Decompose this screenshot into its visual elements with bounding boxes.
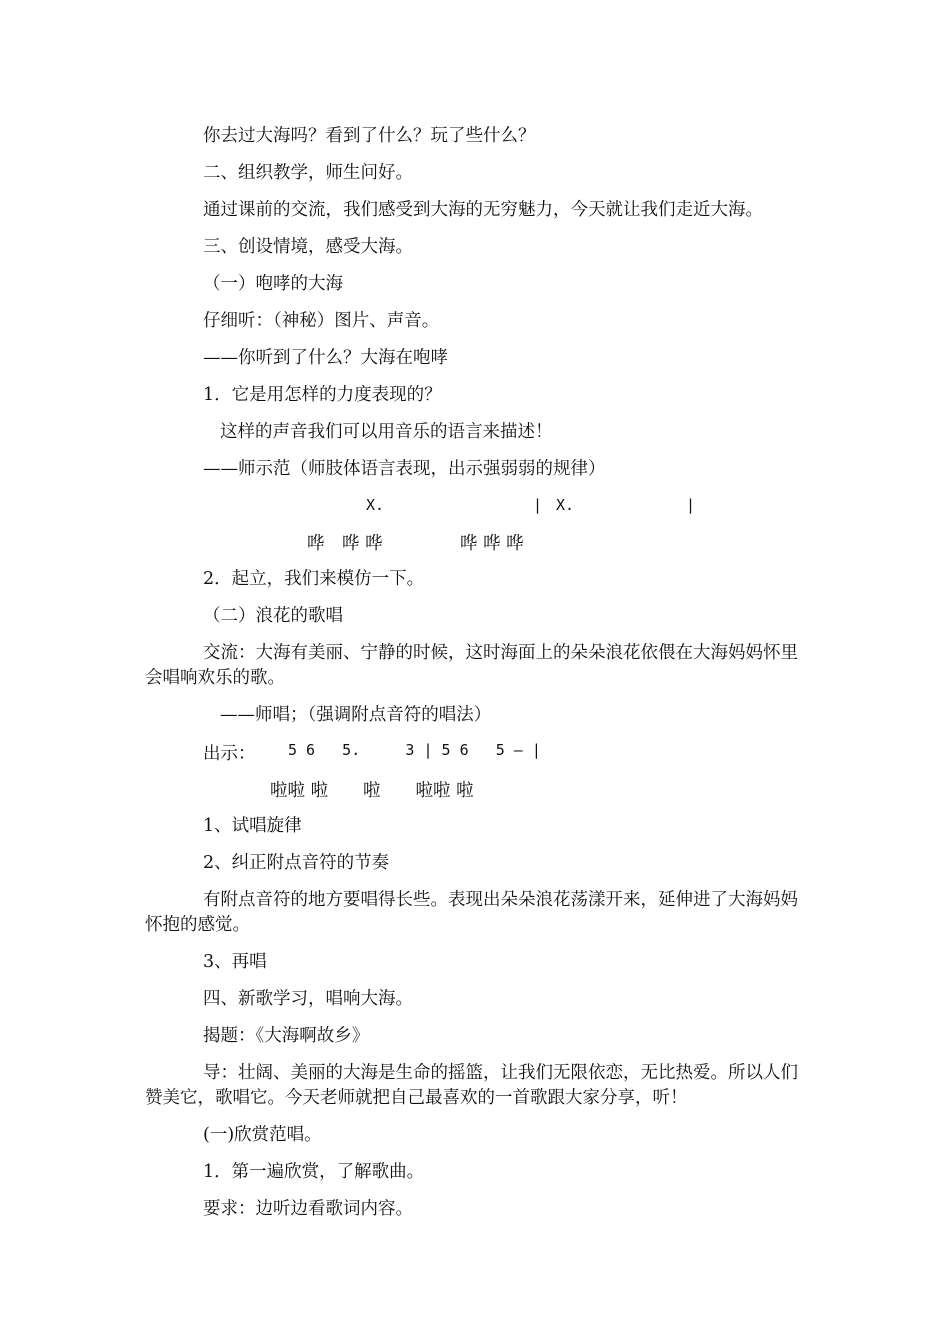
rhythm-note: X. bbox=[556, 496, 575, 514]
subsection-heading: （一）咆哮的大海 bbox=[203, 274, 343, 294]
list-item: 2、纠正附点音符的节奏 bbox=[203, 853, 390, 873]
question-line: 你去过大海吗？看到了什么？玩了些什么？ bbox=[203, 126, 536, 146]
bar-line: | bbox=[533, 496, 543, 514]
numbered-item: 1．第一遍欣赏，了解歌曲。 bbox=[203, 1162, 425, 1182]
rhythm-note: X. bbox=[366, 496, 385, 514]
subsection-heading: （二）浪花的歌唱 bbox=[203, 606, 343, 626]
paragraph: ——你听到了什么？大海在咆哮 bbox=[203, 348, 448, 368]
list-item: 1、试唱旋律 bbox=[203, 816, 302, 836]
paragraph: 导：壮阔、美丽的大海是生命的摇篮，让我们无限依恋，无比热爱。所以人们赞美它，歌唱它。今天老师就把自己最喜欢的一首歌跟大家分享，听！ bbox=[145, 1063, 798, 1108]
paragraph: 交流：大海有美丽、宁静的时候，这时海面上的朵朵浪花依偎在大海妈妈怀里会唱响欢乐的歌。 bbox=[145, 643, 798, 688]
subsection-heading: (一)欣赏范唱。 bbox=[203, 1125, 322, 1145]
rhythm-words: 哗 哗 哗 bbox=[307, 534, 383, 554]
paragraph: 通过课前的交流，我们感受到大海的无穷魅力，今天就让我们走近大海。 bbox=[203, 200, 763, 220]
section-heading: 四、新歌学习，唱响大海。 bbox=[203, 989, 413, 1009]
paragraph: 仔细听：（神秘）图片、声音。 bbox=[203, 311, 440, 331]
melody-label: 出示： bbox=[203, 744, 256, 764]
paragraph: 揭题：《大海啊故乡》 bbox=[203, 1026, 370, 1046]
paragraph: 这样的声音我们可以用音乐的语言来描述！ bbox=[220, 422, 553, 442]
melody-notes: 5 6 5. 3 | 5 6 5 — | bbox=[288, 741, 541, 759]
paragraph: 要求：边听边看歌词内容。 bbox=[203, 1199, 413, 1219]
rhythm-words: 哗 哗 哗 bbox=[460, 534, 524, 554]
paragraph: ——师示范（师肢体语言表现，出示强弱弱的规律） bbox=[203, 459, 606, 479]
paragraph: 有附点音符的地方要唱得长些。表现出朵朵浪花荡漾开来，延伸进了大海妈妈怀抱的感觉。 bbox=[145, 890, 798, 935]
bar-line: | bbox=[686, 496, 696, 514]
melody-lyrics: 啦啦 啦 啦 啦啦 啦 bbox=[270, 781, 474, 801]
list-item: 3、再唱 bbox=[203, 952, 267, 972]
numbered-item: 2．起立，我们来模仿一下。 bbox=[203, 569, 425, 589]
section-heading: 二、组织教学，师生问好。 bbox=[203, 163, 413, 183]
numbered-item: 1．它是用怎样的力度表现的？ bbox=[203, 385, 442, 405]
paragraph: ——师唱；（强调附点音符的唱法） bbox=[220, 705, 492, 725]
section-heading: 三、创设情境，感受大海。 bbox=[203, 237, 413, 257]
